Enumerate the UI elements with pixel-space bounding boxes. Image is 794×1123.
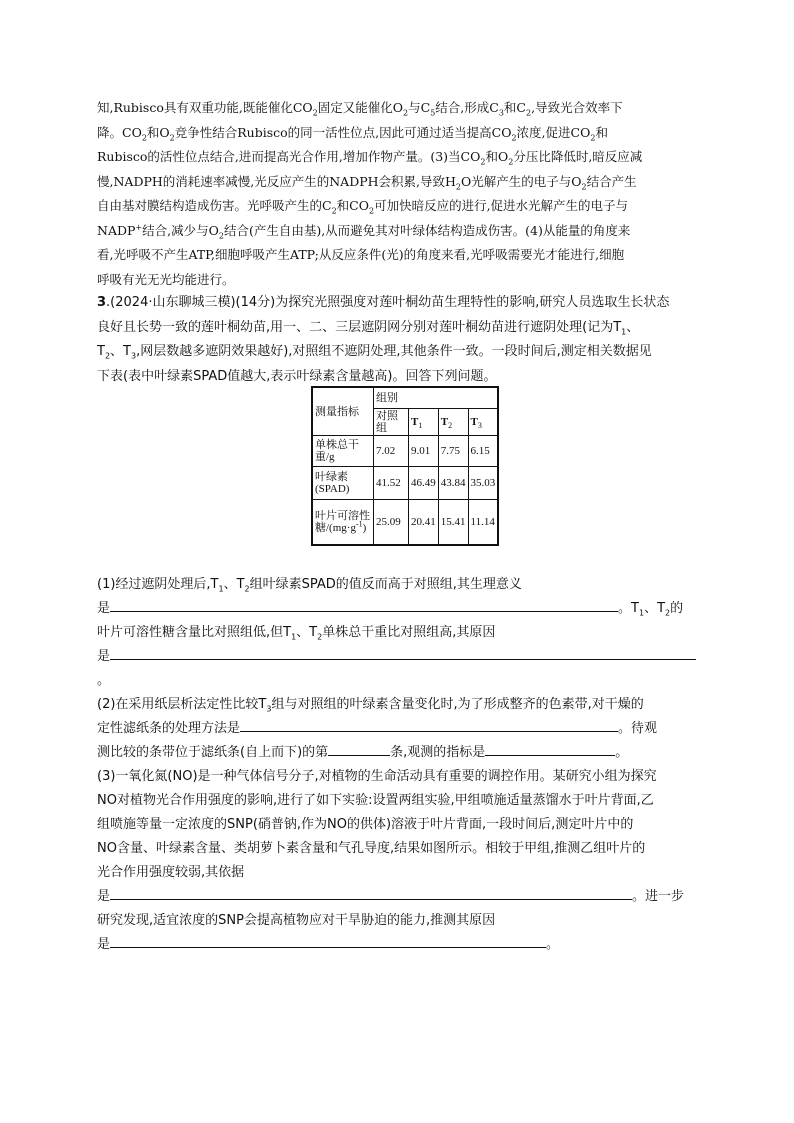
- header-t2: $T_2$: [438, 409, 468, 436]
- question-number: 3: [97, 295, 107, 310]
- row-label: 叶绿素(SPAD): [312, 467, 374, 500]
- row-label: 单株总干重/g: [312, 436, 374, 467]
- answer-line-4: 慢,NADPH的消耗速率减慢,光反应产生的NADPH会积累,导致$H_2O$光解产生的电子与$O_2$结合产生: [97, 173, 637, 191]
- q1-line-2: 是 。$T_1$、$T_2$的: [97, 597, 697, 621]
- table-cell: 7.75: [438, 436, 468, 467]
- table-cell: 20.41: [409, 500, 439, 546]
- q3-line-3: 组喷施等量一定浓度的SNP(硝普钠,作为NO的供体)溶液于叶片背面,一段时间后,测定叶片中的: [97, 817, 634, 832]
- q3-line-2: NO对植物光合作用强度的影响,进行了如下实验:设置两组实验,甲组喷施适量蒸馏水于叶片背面,乙: [97, 793, 654, 808]
- q1-line-5: 。: [97, 673, 111, 688]
- q3-line-1: (3)一氧化氮(NO)是一种气体信号分子,对植物的生命活动具有重要的调控作用。某研究小组为探究: [97, 769, 657, 784]
- data-table: [311, 386, 499, 546]
- header-control: 对照组: [374, 409, 409, 436]
- table-cell: 6.15: [468, 436, 498, 467]
- header-indicator: 测量指标: [312, 387, 374, 436]
- answer-blank[interactable]: [110, 597, 618, 612]
- question-3-line-4: 下表(表中叶绿素SPAD值越大,表示叶绿素含量越高)。回答下列问题。: [97, 368, 497, 384]
- question-3-line-1: 3.(2024·山东聊城三模)(14分)为探究光照强度对莲叶桐幼苗生理特性的影响,研究人员选取生长状态: [97, 295, 670, 310]
- answer-line-6: NADP+结合,减少与$O_2$结合(产生自由基),从而避免其对叶绿体结构造成伤害。(4)从能量的角度来: [97, 222, 631, 240]
- q2-line-1: (2)在采用纸层析法定性比较$T_3$组与对照组的叶绿素含量变化时,为了形成整齐的色素带,对干燥的: [97, 697, 644, 714]
- question-3-line-2: 良好且长势一致的莲叶桐幼苗,用一、二、三层遮阴网分别对莲叶桐幼苗进行遮阴处理(记为$T_1$、: [97, 319, 640, 337]
- table-cell: 25.09: [374, 500, 409, 546]
- table-cell: 15.41: [438, 500, 468, 546]
- table-row: [312, 436, 498, 467]
- header-group: 组别: [374, 387, 499, 409]
- q2-line-2: 定性滤纸条的处理方法是 。待观: [97, 717, 697, 741]
- q3-line-4: NO含量、叶绿素含量、类胡萝卜素含量和气孔导度,结果如图所示。相较于甲组,推测乙组叶片的: [97, 841, 646, 856]
- sub-questions: [97, 573, 697, 957]
- table-cell: 46.49: [409, 467, 439, 500]
- table-row: [312, 500, 498, 546]
- table-cell: 11.14: [468, 500, 498, 546]
- q3-line-7: 研究发现,适宜浓度的SNP会提高植物应对干旱胁迫的能力,推测其原因: [97, 913, 496, 928]
- q3-line-8: 是 。: [97, 933, 697, 957]
- answer-blank[interactable]: [240, 717, 618, 732]
- answer-blank[interactable]: [110, 645, 696, 660]
- answer-line-5: 自由基对膜结构造成伤害。光呼吸产生的$C_2$和$CO_2$可加快暗反应的进行,促进水光解产生的电子与: [97, 198, 629, 216]
- table-cell: 35.03: [468, 467, 498, 500]
- table-cell: 41.52: [374, 467, 409, 500]
- table-cell: 43.84: [438, 467, 468, 500]
- row-label: 叶片可溶性糖$/(mg\cdot g^{-1})$: [312, 500, 374, 546]
- answer-blank[interactable]: [328, 741, 390, 756]
- q1-line-3: 叶片可溶性糖含量比对照组低,但$T_1$、$T_2$单株总干重比对照组高,其原因: [97, 625, 496, 642]
- answer-line-3: Rubisco的活性位点结合,进而提高光合作用,增加作物产量。(3)当$CO_2$和$O_2$分压比降低时,暗反应减: [97, 149, 643, 167]
- table-cell: 7.02: [374, 436, 409, 467]
- answer-line-1: 知,Rubisco具有双重功能,既能催化$CO_2$固定又能催化$O_2$与$C_5$结合,形成$C_3$和$C_2$,导致光合效率下: [97, 100, 623, 118]
- answer-line-7: 看,光呼吸不产生ATP,细胞呼吸产生ATP;从反应条件(光)的角度来看,光呼吸需要光才能进行,细胞: [97, 247, 625, 262]
- question-3-line-3: $T_2$、$T_3$,网层数越多遮阴效果越好),对照组不遮阴处理,其他条件一致。一段时间后,测定相关数据见: [97, 344, 652, 361]
- q3-line-5: 光合作用强度较弱,其依据: [97, 865, 245, 880]
- header-t1: $T_1$: [409, 409, 439, 436]
- q2-line-3: 测比较的条带位于滤纸条(自上而下)的第 条,观测的指标是 。: [97, 741, 697, 765]
- answer-line-8: 呼吸有光无光均能进行。: [97, 271, 235, 287]
- q1-line-4: 是: [97, 645, 697, 669]
- answer-blank[interactable]: [110, 885, 632, 900]
- q3-line-6: 是 。进一步: [97, 885, 697, 909]
- answer-explanation-block: [97, 96, 697, 292]
- answer-blank[interactable]: [110, 933, 546, 948]
- table-row: [312, 467, 498, 500]
- question-3-intro: [97, 291, 697, 389]
- answer-line-2: 降。$CO_2$和$O_2$竞争性结合Rubisco的同一活性位点,因此可通过适当提高$CO_2$浓度,促进$CO_2$和: [97, 124, 608, 142]
- answer-blank[interactable]: [485, 741, 615, 756]
- header-t3: $T_3$: [468, 409, 498, 436]
- table-cell: 9.01: [409, 436, 439, 467]
- q1-line-1: (1)经过遮阴处理后$,T_1$、$T_2$组叶绿素SPAD的值反而高于对照组,其生理意义: [97, 577, 522, 594]
